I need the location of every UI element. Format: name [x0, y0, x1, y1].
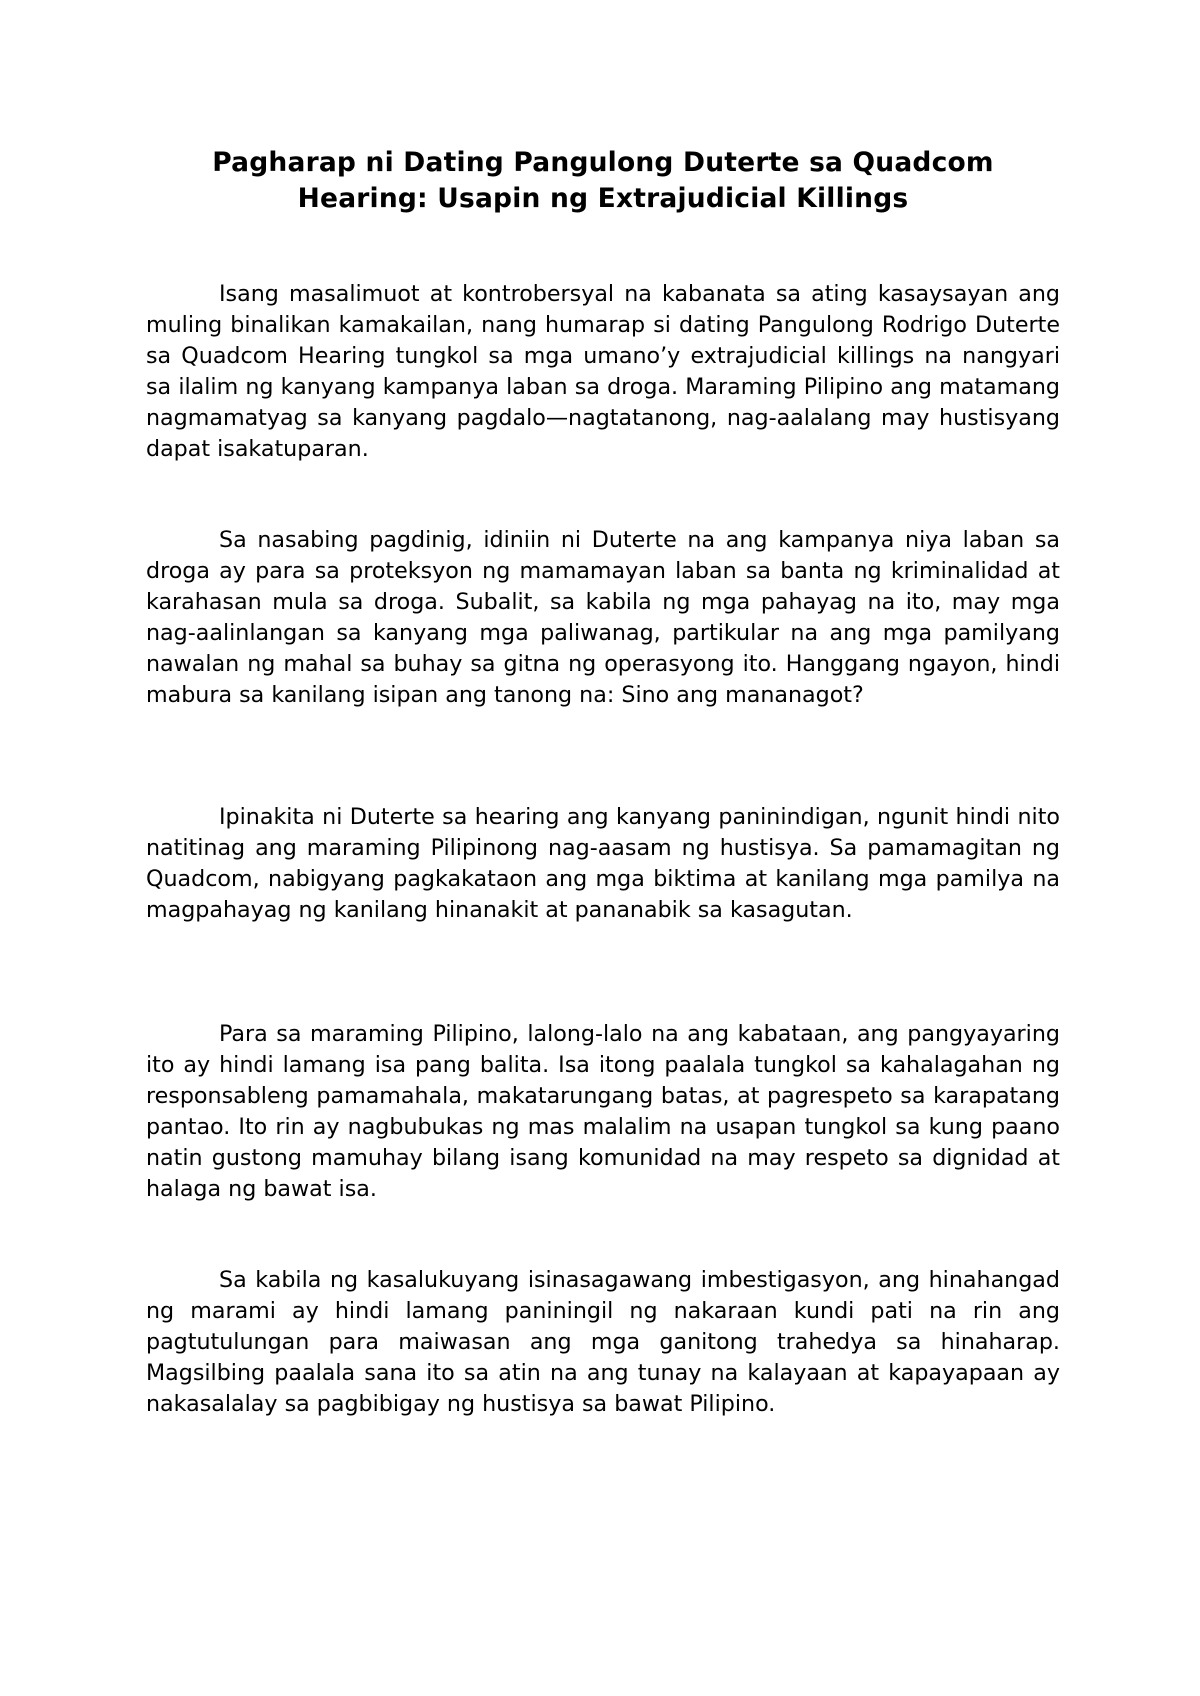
paragraph-3: Ipinakita ni Duterte sa hearing ang kanyang paninindigan, ngunit hindi nito natitinag ang maraming Pilipinong nag-aasam ng hustisya. Sa pamamagitan ng Quadcom, nabigyang pagkakataon ang mga biktima at kanilang mga pamilya na magpahayag ng kanilang hinanakit at pananabik sa kasagutan.	[146, 804, 1060, 923]
document-title	[146, 145, 1060, 217]
document-title-line-2: Hearing: Usapin ng Extrajudicial Killings	[297, 183, 909, 214]
paragraph-5: Sa kabila ng kasalukuyang isinasagawang imbestigasyon, ang hinahangad ng marami ay hindi lamang paniningil ng nakaraan kundi pati na rin ang pagtutulungan para maiwasan ang mga ganitong trahedya sa hinaharap. Magsilbing paalala sana ito sa atin na ang tunay na kalayaan at kapayapaan ay nakasalalay sa pagbibigay ng hustisya sa bawat Pilipino.	[146, 1267, 1060, 1417]
paragraph-4: Para sa maraming Pilipino, lalong-lalo na ang kabataan, ang pangyayaring ito ay hindi lamang isa pang balita. Isa itong paalala tungkol sa kahalagahan ng responsableng pamamahala, makatarungang batas, at pagrespeto sa karapatang pantao. Ito rin ay nagbubukas ng mas malalim na usapan tungkol sa kung paano natin gustong mamuhay bilang isang komunidad na may respeto sa dignidad at halaga ng bawat isa.	[146, 1021, 1060, 1202]
paragraph-2: Sa nasabing pagdinig, idiniin ni Duterte na ang kampanya niya laban sa droga ay para sa proteksyon ng mamamayan laban sa banta ng kriminalidad at karahasan mula sa droga. Subalit, sa kabila ng mga pahayag na ito, may mga nag-aalinlangan sa kanyang mga paliwanag, partikular na ang mga pamilyang nawalan ng mahal sa buhay sa gitna ng operasyong ito. Hanggang ngayon, hindi mabura sa kanilang isipan ang tanong na: Sino ang mananagot?	[146, 527, 1060, 708]
document-title-line-1: Pagharap ni Dating Pangulong Duterte sa Quadcom	[212, 147, 994, 178]
paragraph-1: Isang masalimuot at kontrobersyal na kabanata sa ating kasaysayan ang muling binalikan kamakailan, nang humarap si dating Pangulong Rodrigo Duterte sa Quadcom Hearing tungkol sa mga umano’y extrajudicial killings na nangyari sa ilalim ng kanyang kampanya laban sa droga. Maraming Pilipino ang matamang nagmamatyag sa kanyang pagdalo—nagtatanong, nag-aalalang may hustisyang dapat isakatuparan.	[146, 281, 1060, 462]
